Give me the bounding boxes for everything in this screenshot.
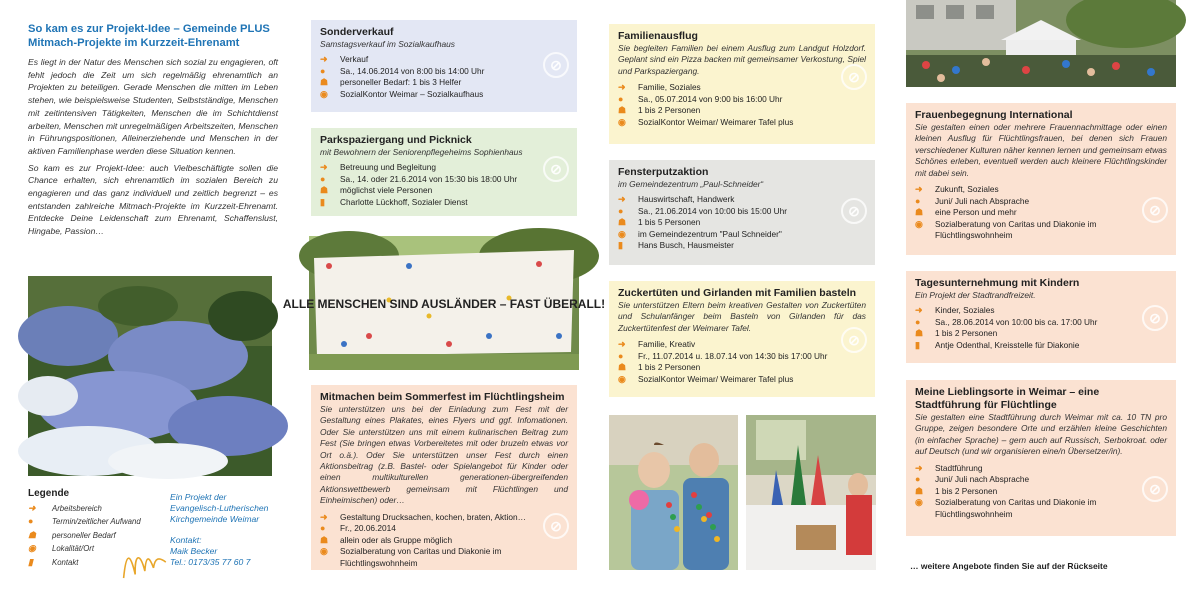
arrow-icon: ➜ <box>618 194 626 204</box>
location-icon: ◉ <box>915 497 923 508</box>
clock-icon: ● <box>915 474 921 485</box>
intro-text <box>28 56 278 242</box>
info-row-area: ➜ Gestaltung Drucksachen, kochen, braten, Aktion… <box>320 511 526 522</box>
info-row-people: ☗ 1 bis 2 Personen <box>618 362 701 373</box>
card-title: Parkspaziergang und Picknick <box>320 134 472 146</box>
info-row-time: ● Fr., 11.07.2014 u. 18.07.14 von 14:30 bis 17:00 Uhr <box>618 350 828 361</box>
info-row-area: ➜ Verkauf <box>320 54 369 64</box>
church-logo-icon: ⊘ <box>543 52 569 78</box>
info-row-people: ☗ 1 bis 2 Personen <box>915 328 998 339</box>
card-title: Sonderverkauf <box>320 26 394 38</box>
church-logo-icon: ⊘ <box>1142 305 1168 331</box>
church-logo-icon: ⊘ <box>543 156 569 182</box>
arrow-icon: ➜ <box>28 503 36 513</box>
sommerfest-photo <box>906 0 1176 87</box>
location-icon: ◉ <box>915 218 923 229</box>
info-row-contact: ▮ Hans Busch, Hausmeister <box>618 240 734 251</box>
legend-item: ☗ personeller Bedarf <box>28 529 158 542</box>
legend-item: ◉ Lokalität/Ort <box>28 542 158 555</box>
church-logo-icon: ⊘ <box>543 513 569 539</box>
legend-item: ➜ Arbeitsbereich <box>28 502 158 515</box>
clock-icon: ● <box>618 350 624 361</box>
card-subtitle: Ein Projekt der Stadtrandfreizeit. <box>915 290 1036 300</box>
people-icon: ☗ <box>618 362 627 373</box>
people-icon: ☗ <box>320 185 329 196</box>
info-row-place: ◉ Sozialberatung von Caritas und Diakonie im Flüchtlingswohnheim <box>915 218 1097 241</box>
contact-name: Maik Becker <box>170 546 218 556</box>
info-row-people: ☗ 1 bis 2 Personen <box>915 485 998 496</box>
info-row-area: ➜ Stadtführung <box>915 462 983 473</box>
info-row-time: ● Sa., 14.06.2014 von 8:00 bis 14:00 Uhr <box>320 65 485 76</box>
info-row-area: ➜ Kinder, Soziales <box>915 305 995 315</box>
clock-icon: ● <box>320 173 326 184</box>
info-row-time: ● Fr., 20.06.2014 <box>320 523 396 534</box>
clock-icon: ● <box>618 93 624 104</box>
arrow-icon: ➜ <box>618 339 626 350</box>
location-icon: ◉ <box>320 88 328 99</box>
card-subtitle: mit Bewohnern der Seniorenpflegeheims Sophienhaus <box>320 147 523 157</box>
info-row-time: ● Sa., 21.06.2014 von 10:00 bis 15:00 Uhr <box>618 205 787 216</box>
arrow-icon: ➜ <box>320 511 328 522</box>
location-icon: ◉ <box>618 117 626 127</box>
church-logo-icon: ⊘ <box>841 64 867 90</box>
contact-icon: ▮ <box>618 240 623 251</box>
card-description: Sie gestalten einen oder mehrere Frauennachmittage oder einen kleinen Ausflug für Flüchtlingsfrauen, bei denen sich Frauen verschiedener Kulturen näher kennen lernen und gemeinsam etwas Schönes erleben, eventuell werden auch kleinere Flüchtlingskinder mit dabei sein. <box>915 122 1167 178</box>
card-description: Sie gestalten eine Stadtführung durch Weimar mit ca. 10 TN pro Gruppe, zeigen besondere Orte und erzählen kleine Geschichten (in einfacher Sprache) – gern auch auf Russisch, Serbokroat. oder auf Deutsch (und wir organisieren eine/n Übersetzer/in). <box>915 412 1167 457</box>
info-row-place: ◉ Sozialberatung von Caritas und Diakonie im Flüchtlingswohnheim <box>320 546 502 569</box>
clock-icon: ● <box>320 523 326 534</box>
location-icon: ◉ <box>320 546 328 557</box>
arrow-icon: ➜ <box>618 82 626 93</box>
info-row-people: ☗ 1 bis 2 Personen <box>618 105 701 116</box>
intro-paragraph-2: So kam es zur Projekt-Idee: auch Vielbeschäftigte sollen die Chance erhalten, sich ehrenamtlich im sozialen Bereich zu engagieren und das ganz individuell und zeitlich begrenzt – es entstanden zahlreiche Mitmach-Projekte im Kurzzeit-Ehrenamt. Entdecke Deine Leidenschaft zum Ehrenamt, Schaffenslust, Hingabe, Passion… <box>28 162 278 237</box>
card-sonderverkauf <box>311 20 577 112</box>
info-row-people: ☗ allein oder als Gruppe möglich <box>320 534 453 545</box>
people-icon: ☗ <box>915 485 924 496</box>
contact-icon: ▮ <box>915 339 920 350</box>
info-row-area: ➜ Hauswirtschaft, Handwerk <box>618 194 735 204</box>
card-park <box>311 128 577 216</box>
legend-item: ● Termin/zeitlicher Aufwand <box>28 515 158 528</box>
arrow-icon: ➜ <box>320 54 328 64</box>
arrow-icon: ➜ <box>915 184 923 195</box>
people-icon: ☗ <box>320 534 329 545</box>
info-row-time: ● Sa., 14. oder 21.6.2014 von 15:30 bis 18:00 Uhr <box>320 173 518 184</box>
people-icon: ☗ <box>618 217 627 228</box>
card-title: Meine Lieblingsorte in Weimar – eine Stadtführung für Flüchtlinge <box>915 386 1100 411</box>
contact-label: Kontakt: <box>170 535 202 545</box>
contact-phone: Tel.: 0173/35 77 60 7 <box>170 557 251 567</box>
info-row-time: ● Sa., 05.07.2014 von 9:00 bis 16:00 Uhr <box>618 93 783 104</box>
card-frauen <box>906 103 1176 255</box>
card-subtitle: im Gemeindezentrum „Paul-Schneider“ <box>618 179 764 189</box>
info-row-people: ☗ möglichst viele Personen <box>320 185 433 196</box>
info-row-time: ● Juni/ Juli nach Absprache <box>915 474 1030 485</box>
intro-title: So kam es zur Projekt-Idee – Gemeinde PLUS Mitmach-Projekte im Kurzzeit-Ehrenamt <box>28 23 270 49</box>
arrow-icon: ➜ <box>915 305 923 315</box>
card-fenster <box>609 160 875 265</box>
church-logo-icon: ⊘ <box>1142 197 1168 223</box>
location-icon: ◉ <box>618 228 626 239</box>
people-icon: ☗ <box>320 77 329 88</box>
card-title: Familienausflug <box>618 30 698 42</box>
card-description: Sie unterstützen Eltern beim kreativen Gestalten von Zuckertüten und Schulanfänger beim Basteln von Girlanden für das Zuckertütenfest der Weimarer Tafel. <box>618 300 866 333</box>
project-info <box>170 492 280 568</box>
flowers-photo <box>28 276 272 476</box>
arrow-icon: ➜ <box>320 162 328 172</box>
legend-title: Legende <box>28 488 70 499</box>
contact-icon: ▮ <box>320 196 325 207</box>
clock-icon: ● <box>915 195 921 206</box>
clock-icon: ● <box>618 205 624 216</box>
clock-icon: ● <box>915 316 921 327</box>
info-row-place: ◉ SozialKontor Weimar/ Weimarer Tafel plus <box>618 374 794 384</box>
clock-icon: ● <box>320 65 326 76</box>
info-row-area: ➜ Betreuung und Begleitung <box>320 162 436 172</box>
footer-note: … weitere Angebote finden Sie auf der Rückseite <box>910 561 1108 571</box>
card-lieblingsorte <box>906 380 1176 536</box>
info-row-area: ➜ Familie, Kreativ <box>618 339 696 350</box>
info-row-contact: ▮ Antje Odenthal, Kreisstelle für Diakonie <box>915 339 1080 350</box>
project-line-2: Evangelisch-Lutherischen <box>170 503 269 513</box>
card-title: Tagesunternehmung mit Kindern <box>915 277 1080 289</box>
info-row-time: ● Sa., 28.06.2014 von 10:00 bis ca. 17:00 Uhr <box>915 316 1098 327</box>
clock-icon: ● <box>28 516 34 527</box>
banner-text: ALLE MENSCHEN SIND AUSLÄNDER – FAST ÜBERALL! <box>282 297 606 311</box>
info-row-people: ☗ personeller Bedarf: 1 bis 3 Helfer <box>320 77 462 88</box>
card-title: Fensterputzaktion <box>618 166 709 178</box>
people-icon: ☗ <box>28 529 37 540</box>
signature-image <box>117 542 172 589</box>
info-row-place: ◉ Sozialberatung von Caritas und Diakonie im Flüchtlingswohnheim <box>915 497 1097 519</box>
arrow-icon: ➜ <box>915 462 923 473</box>
legend-item: ▮ Kontakt <box>28 556 158 569</box>
location-icon: ◉ <box>28 543 36 554</box>
people-icon: ☗ <box>618 105 627 116</box>
church-logo-icon: ⊘ <box>841 198 867 224</box>
people-icon: ☗ <box>915 328 924 339</box>
card-title: Frauenbegegnung International <box>915 109 1073 121</box>
project-line-1: Ein Projekt der <box>170 492 227 502</box>
info-row-place: ◉ SozialKontor Weimar – Sozialkaufhaus <box>320 88 484 99</box>
location-icon: ◉ <box>618 374 626 384</box>
info-row-people: ☗ 1 bis 5 Personen <box>618 217 701 228</box>
banner-photo <box>282 236 606 370</box>
card-title: Zuckertüten und Girlanden mit Familien basteln <box>618 287 857 299</box>
card-zuckertueten <box>609 281 875 397</box>
info-row-area: ➜ Familie, Soziales <box>618 82 701 93</box>
card-sommerfest <box>311 385 577 570</box>
card-subtitle: Samstagsverkauf im Sozialkaufhaus <box>320 39 455 49</box>
children-photo <box>609 415 738 570</box>
project-line-3: Kirchgemeinde Weimar <box>170 514 260 524</box>
card-familienausflug <box>609 24 875 144</box>
card-description: Sie begleiten Familien bei einem Ausflug zum Landgut Holzdorf. Geplant sind ein Pizza backen mit gemeinsamer Verkostung, Spiel und Parkspaziergang. <box>618 43 866 76</box>
info-row-time: ● Juni/ Juli nach Absprache <box>915 195 1030 206</box>
church-logo-icon: ⊘ <box>841 327 867 353</box>
crafts-photo <box>746 415 876 570</box>
card-description: Sie unterstützen uns bei der Einladung zum Fest mit der Gestaltung eines Plakates, eines Flyers und ggf. Infomationen. Oder Sie unterstützen uns mit einem kulinarischen Beitrag zum Fest (Sie bringen etwas Vorbereitetes mit oder bruzeln etwas vor Ort o.ä.). Oder Sie unterstützen unser Fest durch einen Aktionsbeitrag (z.B. Bastel- oder Spielangebot für Kinder oder einen multikulturellen generationen-übergreifenden Aktionswettbewerb gemeinsam mit Flüchtlingen und Einheimischen) oder… <box>320 404 568 506</box>
contact-icon: ▮ <box>28 556 33 567</box>
people-icon: ☗ <box>915 207 924 218</box>
info-row-people: ☗ eine Person und mehr <box>915 207 1017 218</box>
info-row-place: ◉ im Gemeindezentrum "Paul Schneider" <box>618 228 782 239</box>
card-title: Mitmachen beim Sommerfest im Flüchtlingsheim <box>320 391 565 403</box>
info-row-area: ➜ Zukunft, Soziales <box>915 184 999 195</box>
card-tages <box>906 271 1176 363</box>
intro-paragraph-1: Es liegt in der Natur des Menschen sich sozial zu engagieren, oft fehlt jedoch die Zeit um sich regelmäßig ehrenamtlich an Projekten zu beteiligen. Gerade Menschen die mitten im Leben stehen, wie beispielsweise Studenten, Selbstständige, Menschen mit zeitintensiven Tätigkeiten, Menschen die im Schichtdienst arbeiten, Menschen mit unregelmäßigen Arbeitszeiten, Menschen in Führungspositionen, Alleinerziehende und Menschen in der aktiven Familienphase werden diese Situation kennen. <box>28 57 278 156</box>
info-row-contact: ▮ Charlotte Lückhoff, Sozialer Dienst <box>320 196 468 207</box>
info-row-place: ◉ SozialKontor Weimar/ Weimarer Tafel plus <box>618 117 794 127</box>
church-logo-icon: ⊘ <box>1142 476 1168 502</box>
